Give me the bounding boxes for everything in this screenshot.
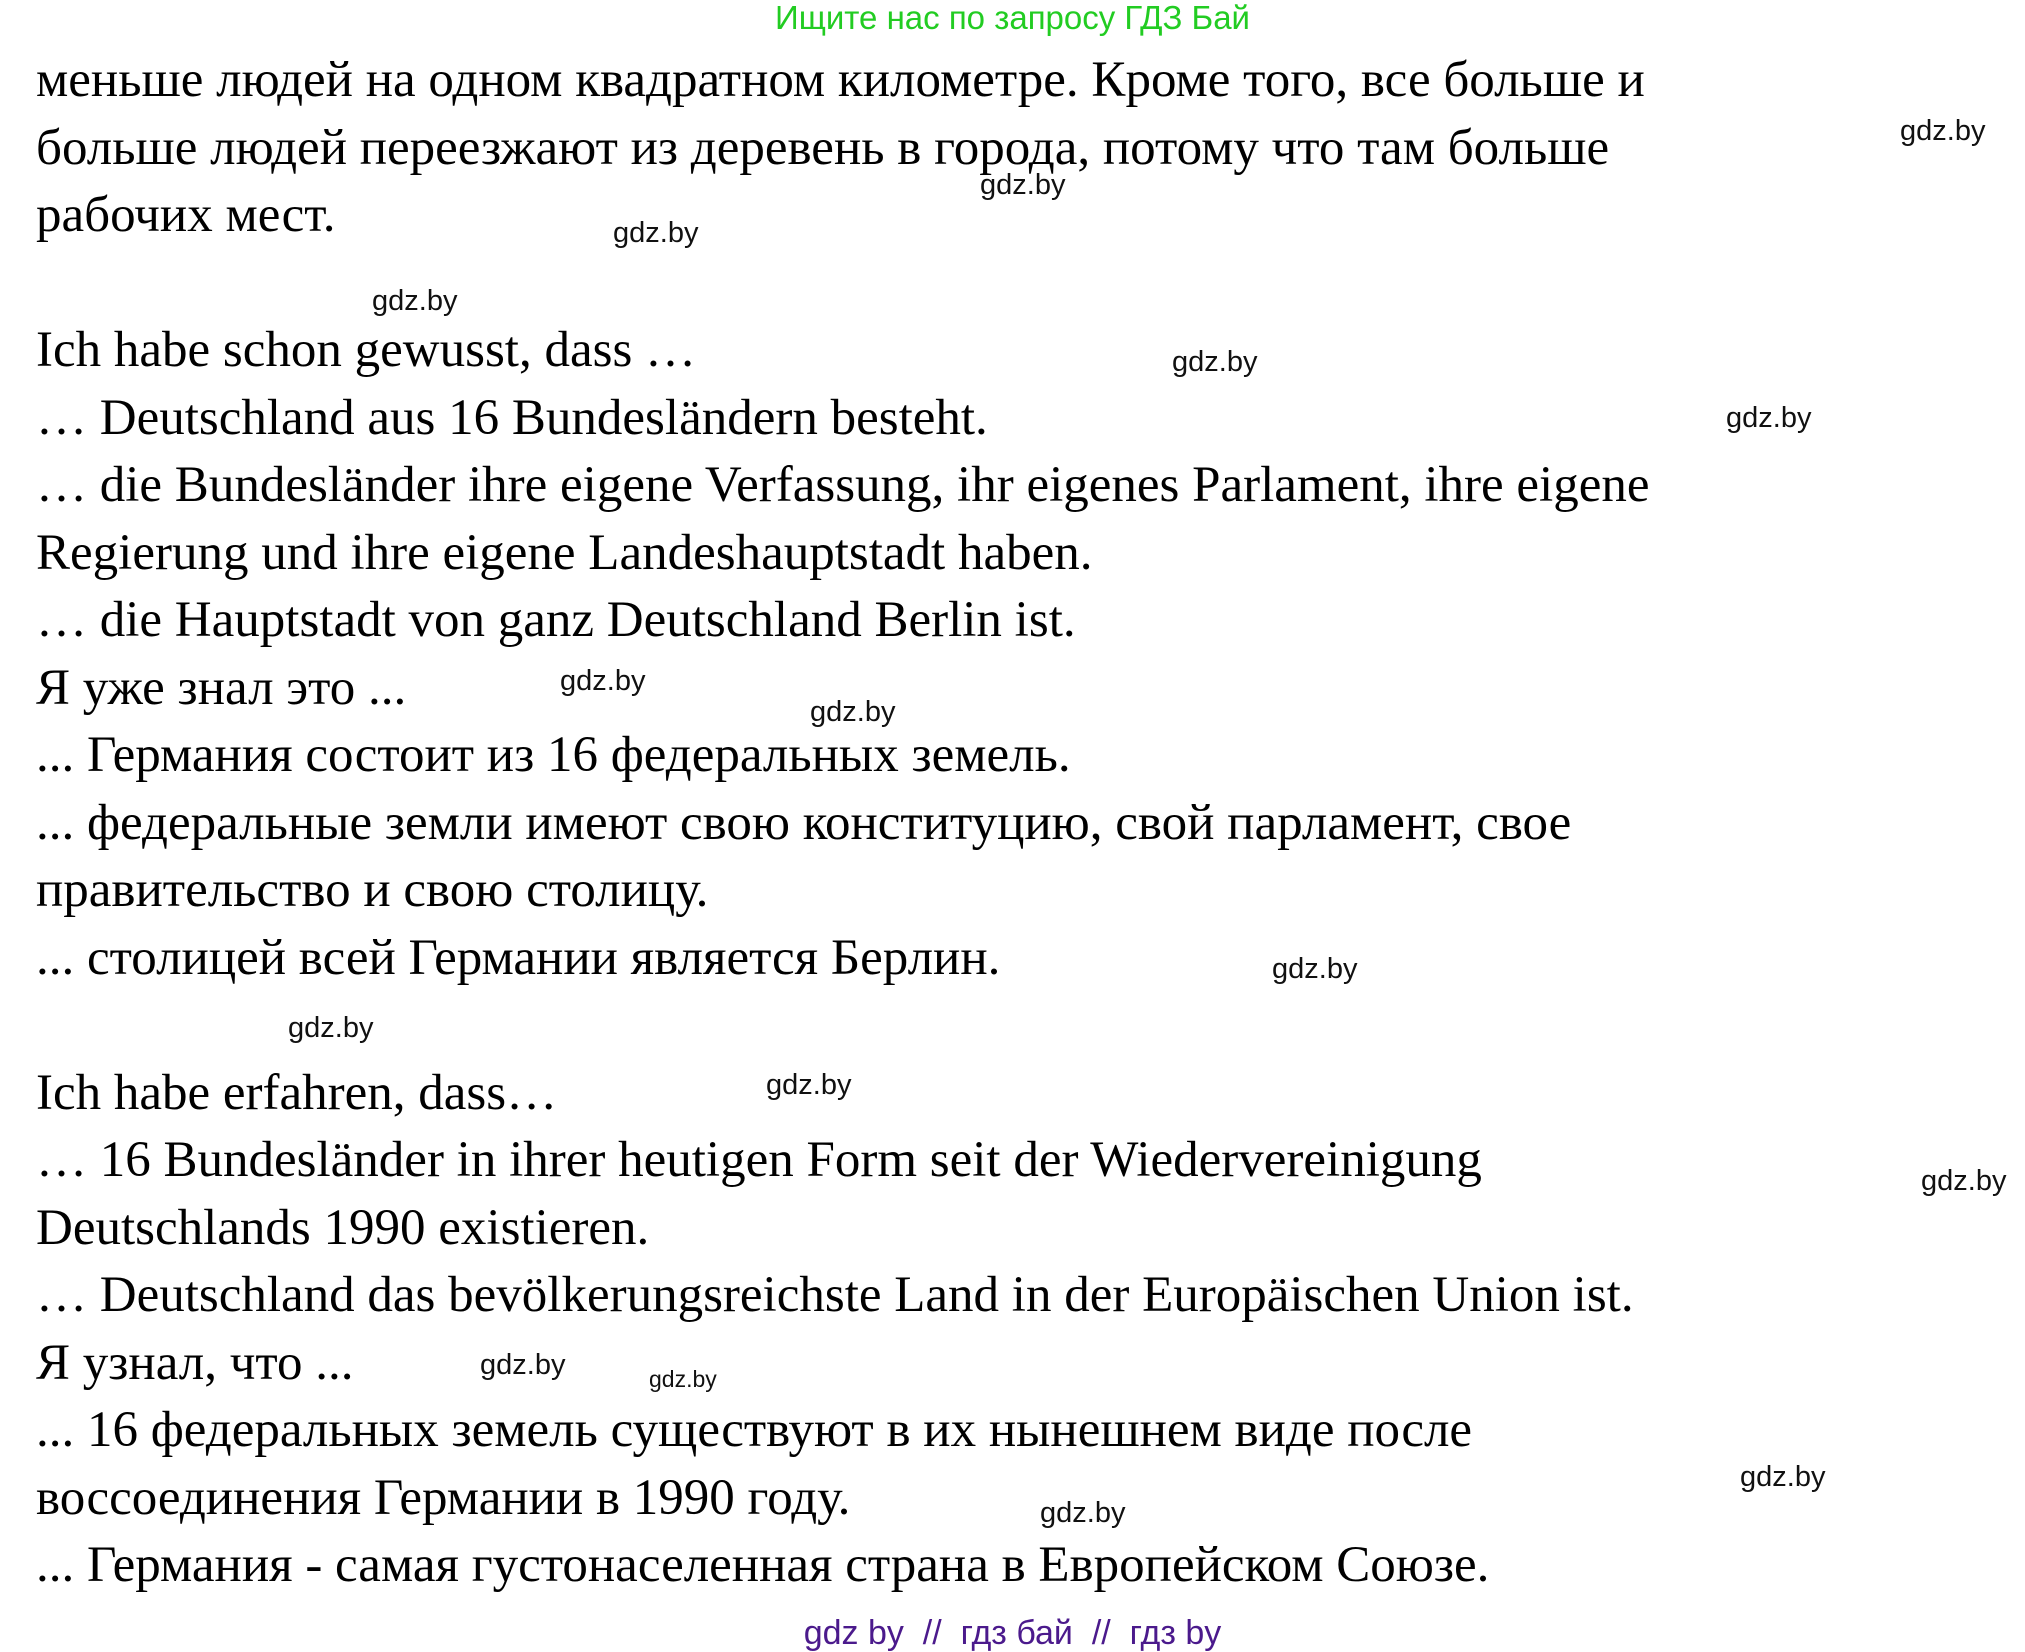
- text-line: ... федеральные земли имеют свою конституцию, свой парламент, свое: [36, 794, 1572, 851]
- watermark: gdz.by: [1172, 346, 1258, 378]
- text-line: ... 16 федеральных земель существуют в их нынешнем виде после: [36, 1402, 1473, 1458]
- watermark: gdz.by: [810, 696, 896, 728]
- blank-line: [36, 992, 1650, 1060]
- text-line: воссоединения Германии в 1990 году.: [36, 1469, 851, 1526]
- watermark: gdz.by: [1040, 1497, 1126, 1529]
- watermark: gdz.by: [613, 217, 699, 249]
- watermark: gdz.by: [480, 1349, 566, 1381]
- watermark: gdz.by: [1272, 953, 1358, 985]
- text-line: ... Германия состоит из 16 федеральных земель.: [36, 727, 1071, 783]
- watermark: gdz.by: [649, 1366, 717, 1392]
- text-line: правительство и свою столицу.: [36, 862, 709, 918]
- watermark: gdz.by: [1900, 115, 1986, 147]
- watermark: gdz.by: [1740, 1461, 1826, 1493]
- text-line: … Deutschland das bevölkerungsreichste Land in der Europäischen Union ist.: [36, 1267, 1634, 1323]
- section-heading: Ich habe erfahren, dass…: [36, 1064, 558, 1121]
- text-line: ... столицей всей Германии является Берлин.: [36, 929, 1001, 986]
- watermark: gdz.by: [1726, 402, 1812, 434]
- watermark: gdz.by: [372, 285, 458, 317]
- watermark: gdz.by: [1921, 1165, 2007, 1197]
- watermark: gdz.by: [980, 169, 1066, 201]
- text-line: … die Hauptstadt von ganz Deutschland Berlin ist.: [36, 592, 1076, 648]
- text-line: Regierung und ihre eigene Landeshauptstadt haben.: [36, 524, 1093, 581]
- text-line: … Deutschland aus 16 Bundesländern besteht.: [36, 389, 988, 446]
- text-line: меньше людей на одном квадратном километре. Кроме того, все больше и: [36, 52, 1645, 108]
- section-heading: Ich habe schon gewusst, dass …: [36, 322, 697, 378]
- blank-line: [36, 250, 1650, 318]
- text-line: рабочих мест.: [36, 187, 336, 243]
- watermark: gdz.by: [560, 665, 646, 697]
- watermark: gdz.by: [766, 1069, 852, 1101]
- footer-banner: gdz by // гдз бай // гдз by: [803, 1614, 1222, 1652]
- document-body: [36, 47, 1650, 1600]
- section-heading: Я узнал, что ...: [36, 1334, 354, 1391]
- text-line: … 16 Bundesländer in ihrer heutigen Form seit der Wiedervereinigung: [36, 1132, 1482, 1188]
- text-line: Deutschlands 1990 existieren.: [36, 1199, 650, 1256]
- watermark: gdz.by: [288, 1012, 374, 1044]
- text-line: … die Bundesländer ihre eigene Verfassung, ihr eigenes Parlament, ihre eigene: [36, 457, 1650, 513]
- section-heading: Я уже знал это ...: [36, 659, 407, 716]
- text-line: ... Германия - самая густонаселенная страна в Европейском Союзе.: [36, 1537, 1490, 1593]
- header-banner: Ищите нас по запросу ГДЗ Бай: [775, 0, 1250, 36]
- text-line: больше людей переезжают из деревень в города, потому что там больше: [36, 119, 1610, 176]
